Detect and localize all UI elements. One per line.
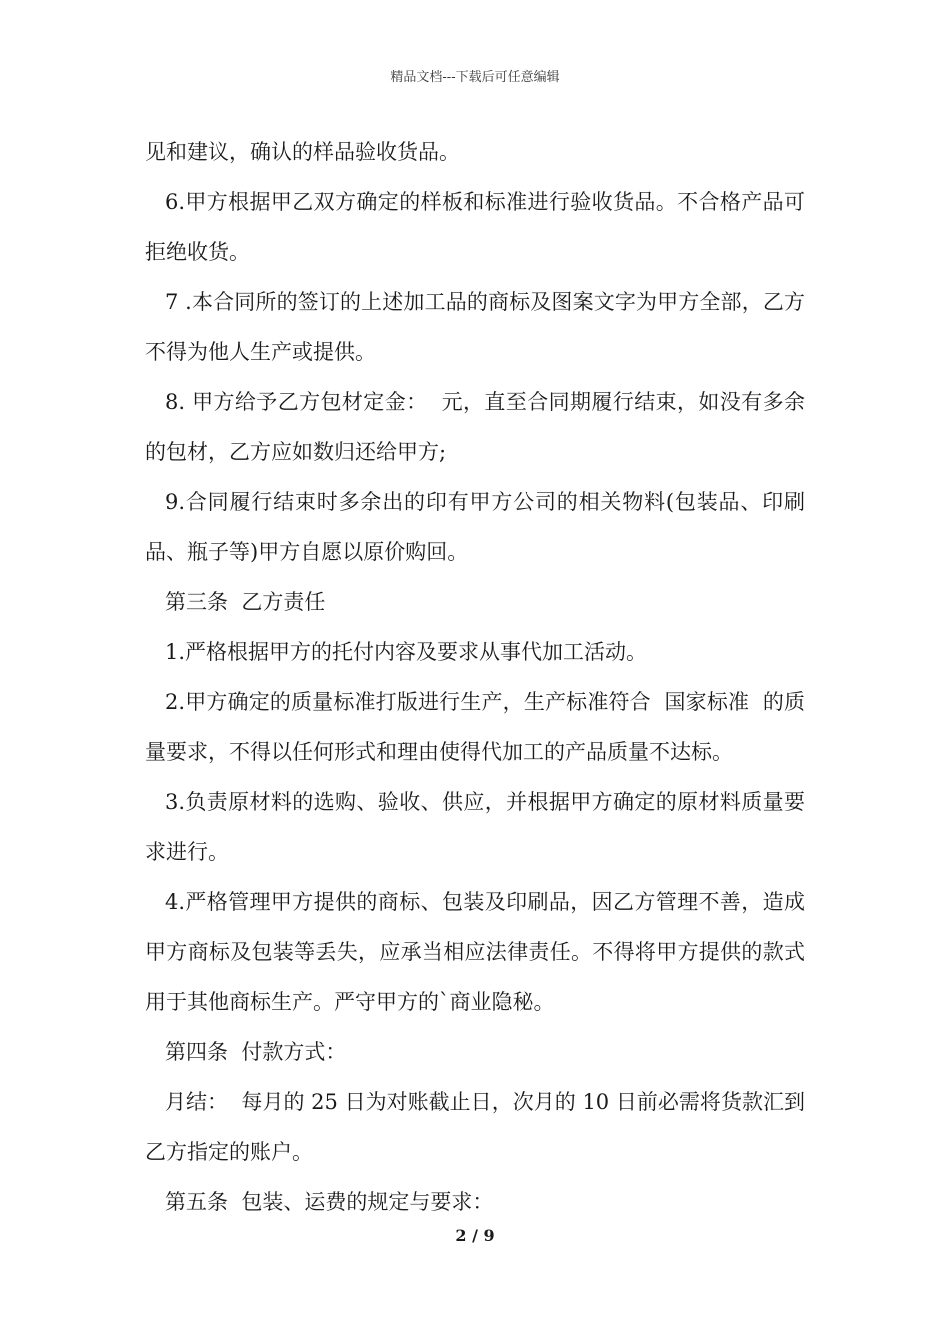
- paragraph-article-3-item-3: 3.负责原材料的选购、验收、供应，并根据甲方确定的原材料质量要求进行。: [145, 790, 805, 864]
- paragraph-item-9: 9.合同履行结束时多余出的印有甲方公司的相关物料(包装品、印刷品、瓶子等)甲方自愿以原价购回。: [145, 490, 805, 564]
- paragraph-article-3-item-2: 2.甲方确定的质量标准打版进行生产，生产标准符合 国家标准 的质量要求，不得以任何形式和理由使得代加工的产品质量不达标。: [145, 690, 805, 764]
- paragraph-continuation: 见和建议，确认的样品验收货品。: [145, 140, 460, 164]
- paragraph-monthly-settlement: 月结： 每月的 25 日为对账截止日，次月的 10 日前必需将货款汇到乙方指定的账户。: [145, 1090, 805, 1164]
- section-heading-article-5: 第五条 包装、运费的规定与要求：: [165, 1190, 494, 1214]
- paragraph-item-6: 6.甲方根据甲乙双方确定的样板和标准进行验收货品。不合格产品可拒绝收货。: [145, 190, 805, 264]
- header-note: 精品文档---下载后可任意编辑: [390, 70, 560, 85]
- page-number: 2 / 9: [455, 1226, 495, 1245]
- paragraph-item-7: 7 .本合同所的签订的上述加工品的商标及图案文字为甲方全部，乙方不得为他人生产或提供。: [145, 290, 805, 364]
- section-heading-article-4: 第四条 付款方式：: [165, 1040, 347, 1064]
- paragraph-item-8: 8. 甲方给予乙方包材定金： 元，直至合同期履行结束，如没有多余的包材，乙方应如数归还给甲方;: [145, 390, 805, 464]
- paragraph-article-3-item-4: 4.严格管理甲方提供的商标、包装及印刷品，因乙方管理不善，造成甲方商标及包装等丢失，应承当相应法律责任。不得将甲方提供的款式用于其他商标生产。严守甲方的`商业隐秘。: [145, 890, 805, 1014]
- paragraph-article-3-item-1: 1.严格根据甲方的托付内容及要求从事代加工活动。: [165, 640, 648, 664]
- document-body: [145, 127, 805, 1227]
- section-heading-article-3: 第三条 乙方责任: [165, 590, 326, 614]
